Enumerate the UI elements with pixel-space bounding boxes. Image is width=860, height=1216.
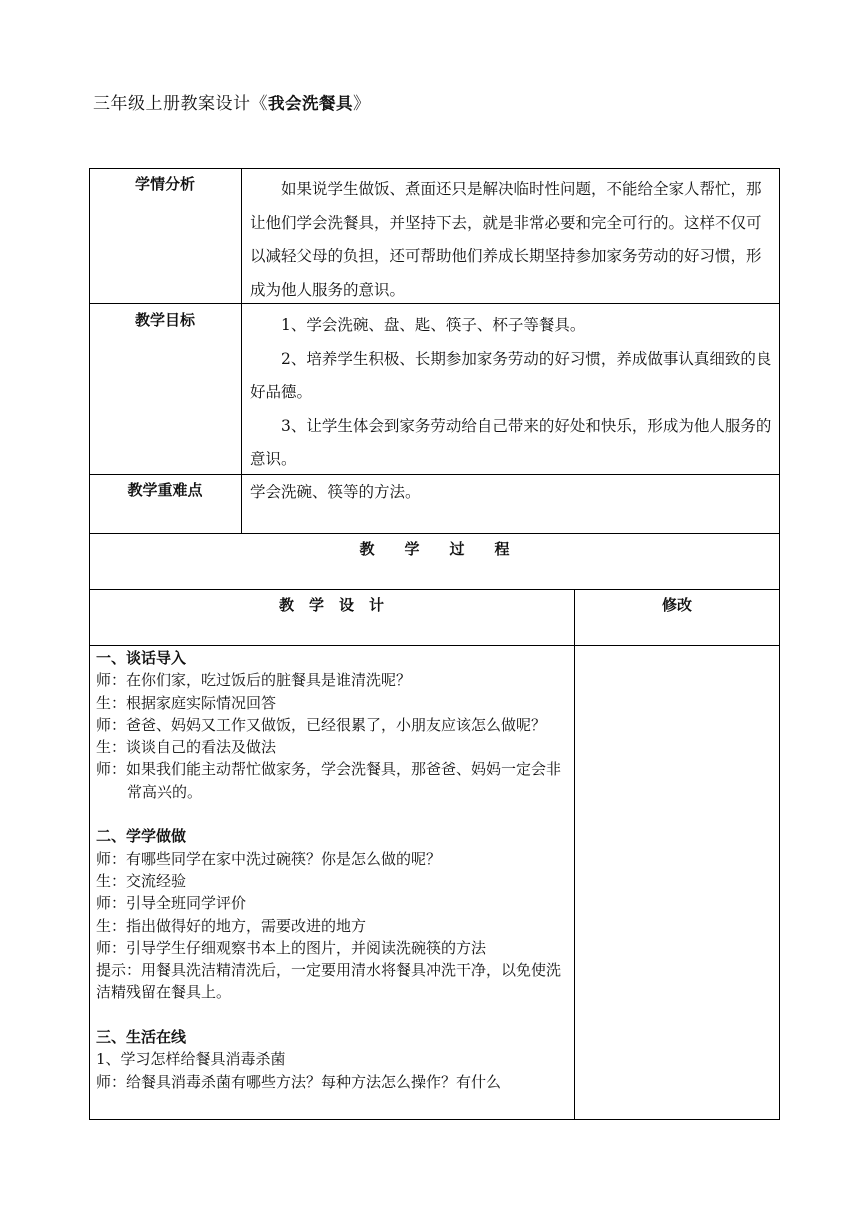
dialogue-line: 师：引导全班同学评价 — [96, 894, 247, 913]
goals-label: 教学目标 — [134, 311, 195, 329]
analysis-text: 如果说学生做饭、煮面还只是解决临时性问题，不能给全家人帮忙，那让他们学会洗餐具，并坚持下去，就是非常必要和完全可行的。这样不仅可以减轻父母的负担，还可帮助他们养成长期坚持参加家务劳动的好习惯，形成为他人服务的意识。 — [250, 180, 762, 299]
revise-heading: 修改 — [661, 596, 692, 614]
spacer — [96, 803, 570, 825]
section-heading: 一、谈话导入 — [96, 649, 187, 667]
dialogue-line: 师：如果我们能主动帮忙做家务，学会洗餐具，那爸爸、妈妈一定会非常高兴的。 — [96, 760, 562, 801]
row-divider — [89, 1119, 780, 1120]
dialogue-line: 1、学习怎样给餐具消毒杀菌 — [96, 1050, 286, 1069]
process-content — [96, 647, 570, 1093]
dialogue-line: 师：给餐具消毒杀菌有哪些方法？每种方法怎么操作？有什么 — [96, 1072, 502, 1091]
column-divider — [574, 589, 575, 1119]
row-divider — [89, 589, 780, 590]
dialogue-line: 师：爸爸、妈妈又工作又做饭，已经很累了，小朋友应该怎么做呢？ — [96, 715, 547, 734]
dialogue-line: 师：在你们家，吃过饭后的脏餐具是谁清洗呢？ — [96, 671, 412, 690]
goal-item: 3、让学生体会到家务劳动给自己带来的好处和快乐，形成为他人服务的意识。 — [250, 416, 772, 468]
dialogue-line: 师：引导学生仔细观察书本上的图片，并阅读洗碗筷的方法 — [96, 938, 487, 957]
document-title: 三年级上册教案设计《我会洗餐具》 — [93, 94, 371, 114]
difficulty-label: 教学重难点 — [127, 481, 203, 499]
dialogue-line: 生：指出做得好的地方，需要改进的地方 — [96, 916, 367, 935]
row-divider — [89, 645, 780, 646]
difficulty-text: 学会洗碗、筷等的方法。 — [250, 483, 421, 501]
dialogue-line: 生：谈谈自己的看法及做法 — [96, 738, 277, 757]
dialogue-line: 师：有哪些同学在家中洗过碗筷？你是怎么做的呢？ — [96, 849, 442, 868]
section-heading: 二、学学做做 — [96, 827, 187, 846]
goals-list — [250, 309, 774, 477]
column-divider — [241, 168, 242, 533]
row-divider — [89, 533, 780, 534]
design-heading: 教 学 设 计 — [278, 596, 384, 614]
process-heading: 教 学 过 程 — [359, 540, 510, 558]
analysis-label: 学情分析 — [134, 175, 195, 193]
tip-line: 提示：用餐具洗洁精清洗后，一定要用清水将餐具冲洗干净，以免使洗洁精残留在餐具上。 — [96, 961, 562, 1002]
goal-item: 1、学会洗碗、盘、匙、筷子、杯子等餐具。 — [281, 316, 586, 334]
dialogue-line: 生：根据家庭实际情况回答 — [96, 693, 277, 712]
dialogue-line: 生：交流经验 — [96, 871, 187, 890]
spacer — [96, 1004, 570, 1026]
goal-item: 2、培养学生积极、长期参加家务劳动的好习惯，养成做事认真细致的良好品德。 — [250, 349, 772, 401]
section-heading: 三、生活在线 — [96, 1028, 187, 1047]
